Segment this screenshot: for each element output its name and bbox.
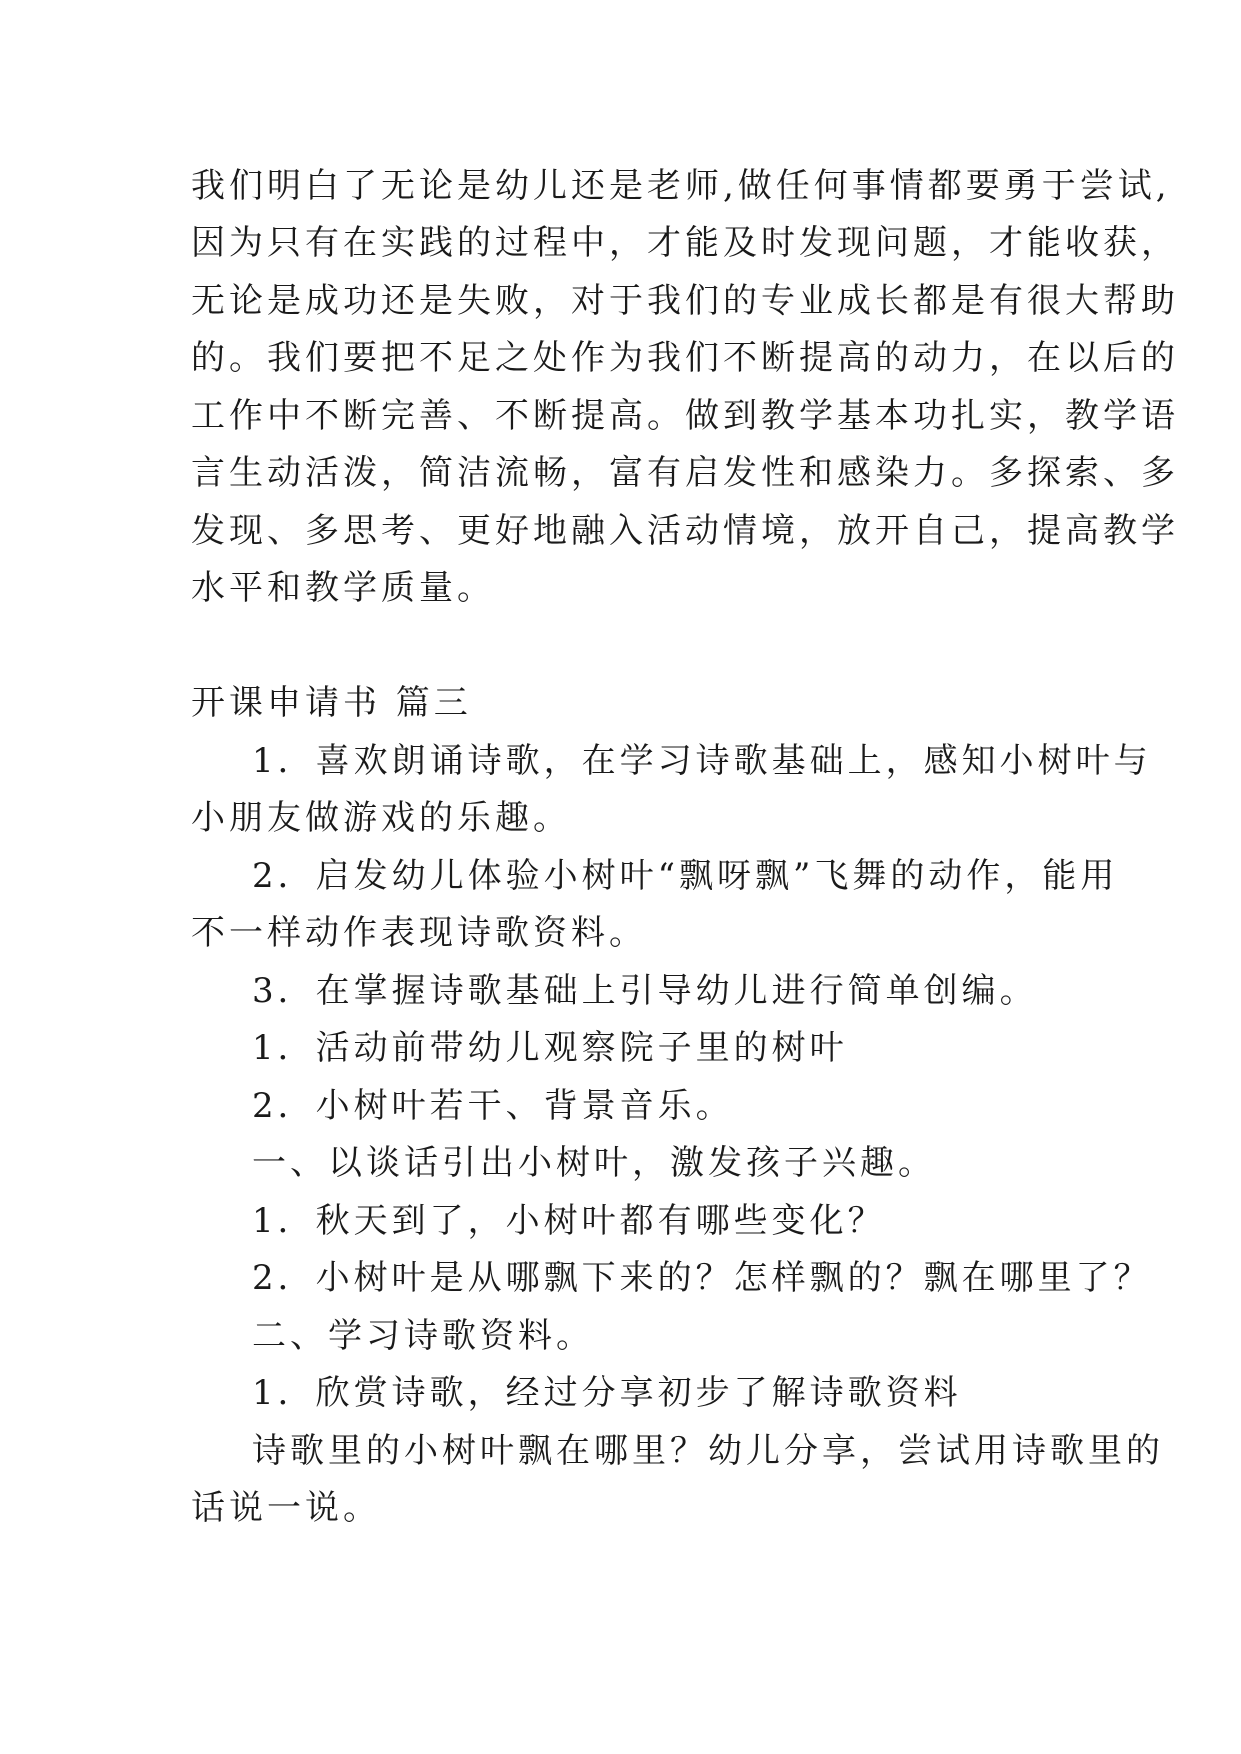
goal-line: 小朋友做游戏的乐趣。 xyxy=(191,798,571,838)
paragraph1-line: 水平和教学质量。 xyxy=(191,568,495,608)
process-line: 话说一说。 xyxy=(191,1488,381,1528)
paragraph1-line: 的。我们要把不足之处作为我们不断提高的动力，在以后的 xyxy=(191,338,1179,378)
goal-line: 1．喜欢朗诵诗歌，在学习诗歌基础上，感知小树叶与 xyxy=(252,741,1152,781)
paragraph1-line: 我们明白了无论是幼儿还是老师,做任何事情都要勇于尝试, xyxy=(191,166,1171,206)
process-line: 2．小树叶是从哪飘下来的？怎样飘的？飘在哪里了？ xyxy=(252,1258,1152,1298)
paragraph1-line: 工作中不断完善、不断提高。做到教学基本功扎实，教学语 xyxy=(191,396,1179,436)
paragraph1-line: 无论是成功还是失败，对于我们的专业成长都是有很大帮助 xyxy=(191,281,1179,321)
process-line: 1．秋天到了，小树叶都有哪些变化？ xyxy=(252,1201,886,1241)
goal-line: 2．启发幼儿体验小树叶“飘呀飘”飞舞的动作，能用 xyxy=(252,856,1119,896)
paragraph1-line: 发现、多思考、更好地融入活动情境，放开自己，提高教学 xyxy=(191,511,1179,551)
process-heading: 一、以谈话引出小树叶，激发孩子兴趣。 xyxy=(252,1143,936,1183)
paragraph1-line: 言生动活泼，简洁流畅，富有启发性和感染力。多探索、多 xyxy=(191,453,1179,493)
process-line: 诗歌里的小树叶飘在哪里？幼儿分享，尝试用诗歌里的 xyxy=(252,1431,1164,1471)
preparation-line: 2．小树叶若干、背景音乐。 xyxy=(252,1086,734,1126)
process-line: 1．欣赏诗歌，经过分享初步了解诗歌资料 xyxy=(252,1373,962,1413)
section-title: 开课申请书 篇三 xyxy=(191,683,472,723)
goal-line: 不一样动作表现诗歌资料。 xyxy=(191,913,647,953)
preparation-line: 1．活动前带幼儿观察院子里的树叶 xyxy=(252,1028,848,1068)
paragraph1-line: 因为只有在实践的过程中，才能及时发现问题，才能收获， xyxy=(191,223,1179,263)
goal-line: 3．在掌握诗歌基础上引导幼儿进行简单创编。 xyxy=(252,971,1038,1011)
process-heading: 二、学习诗歌资料。 xyxy=(252,1316,594,1356)
